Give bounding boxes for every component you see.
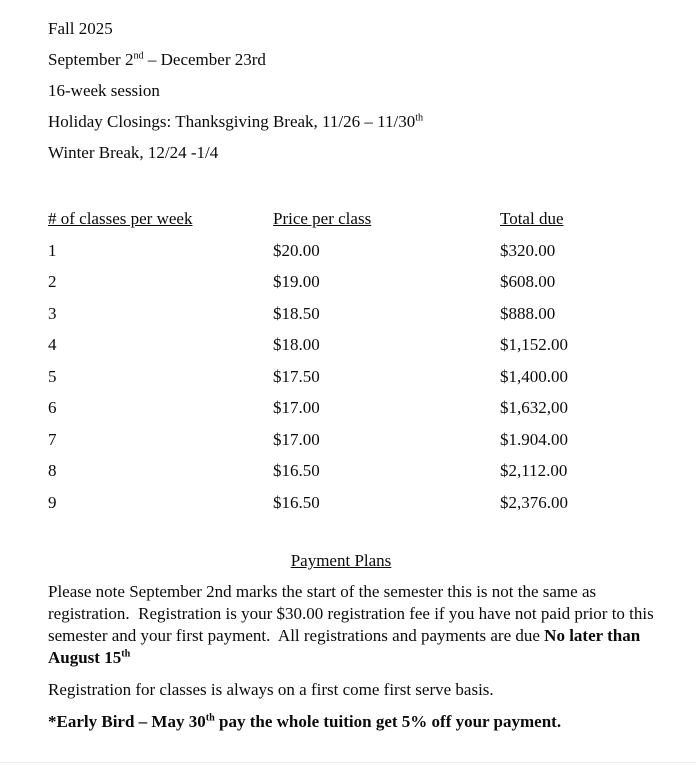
col-header-total-due-text: Total due <box>500 209 564 228</box>
price-per-class-cell: $16.50 <box>273 461 320 480</box>
col-header-classes-per-week <box>48 203 273 235</box>
text-segment: nd <box>133 50 144 62</box>
price-per-class-cell: $16.50 <box>273 492 320 512</box>
payment-plans-heading <box>48 550 634 572</box>
classes-per-week-cell: 6 <box>48 398 57 417</box>
text-segment: – December 23rd <box>143 50 266 69</box>
table-row <box>48 424 656 456</box>
classes-per-week-cell: 1 <box>48 240 57 260</box>
total-due-cell: $1,152.00 <box>500 335 568 354</box>
text-segment: th <box>415 112 424 124</box>
semester-header <box>48 13 656 168</box>
classes-per-week-cell: 5 <box>48 366 57 386</box>
winter-break <box>48 137 656 168</box>
col-header-price-per-class-text: Price per class <box>273 209 372 228</box>
table-row <box>48 235 656 267</box>
col-header-classes-per-week-text: # of classes per week <box>48 209 193 228</box>
text-segment: Please note September 2nd marks the start of the semester this is not the same as registration. Registration is your $30.00 registration fee if you have not paid prior to this semester and your first payment. All registrations and payments are due <box>48 582 658 645</box>
table-row <box>48 455 656 487</box>
total-due-cell: $888.00 <box>500 303 556 323</box>
col-header-price-per-class <box>273 203 500 235</box>
table-row <box>48 487 656 519</box>
text-segment: Winter Break, 12/24 -1/4 <box>48 143 219 162</box>
total-due-cell: $1,400.00 <box>500 366 568 386</box>
table-row <box>48 329 656 361</box>
classes-per-week-cell: 8 <box>48 461 57 480</box>
price-per-class-cell: $17.50 <box>273 366 320 386</box>
table-row <box>48 361 656 393</box>
classes-per-week-cell: 7 <box>48 429 57 449</box>
price-per-class-cell: $17.00 <box>273 398 320 417</box>
early-bird-offer <box>48 711 656 733</box>
registration-explanation <box>48 581 656 669</box>
total-due-cell: $2,112.00 <box>500 461 568 480</box>
term-dates <box>48 44 656 75</box>
payment-plans-section <box>48 581 656 733</box>
payment-plans-heading-text: Payment Plans <box>290 551 392 570</box>
text-segment: 16-week session <box>48 81 160 100</box>
price-per-class-cell: $18.50 <box>273 303 320 323</box>
text-segment: th <box>205 712 215 724</box>
term-title <box>48 13 656 44</box>
price-per-class-cell: $17.00 <box>273 429 320 449</box>
total-due-cell: $2,376.00 <box>500 492 568 512</box>
table-header-row <box>48 203 656 235</box>
text-segment: Fall 2025 <box>48 19 113 38</box>
table-row <box>48 392 656 424</box>
classes-per-week-cell: 9 <box>48 492 57 512</box>
classes-per-week-cell: 3 <box>48 303 57 323</box>
pricing-table <box>48 203 656 518</box>
text-segment: pay the whole tuition get 5% off your payment. <box>214 712 562 731</box>
first-come-first-serve <box>48 679 656 701</box>
total-due-cell: $1.904.00 <box>500 429 568 449</box>
table-row <box>48 266 656 298</box>
pricing-table-body <box>48 235 656 519</box>
price-per-class-cell: $18.00 <box>273 335 320 354</box>
text-segment: No later than August 15 <box>48 626 644 667</box>
page-edge-divider <box>0 762 696 763</box>
col-header-total-due <box>500 203 656 235</box>
price-per-class-cell: $19.00 <box>273 272 320 291</box>
total-due-cell: $320.00 <box>500 240 556 260</box>
text-segment: th <box>121 648 131 660</box>
text-segment: September 2 <box>48 50 134 69</box>
total-due-cell: $1,632,00 <box>500 398 568 417</box>
total-due-cell: $608.00 <box>500 272 556 291</box>
table-row <box>48 298 656 330</box>
holiday-closings <box>48 106 656 137</box>
session-length <box>48 75 656 106</box>
text-segment: Registration for classes is always on a first come first serve basis. <box>48 680 494 699</box>
classes-per-week-cell: 2 <box>48 272 57 291</box>
text-segment: *Early Bird – May 30 <box>48 712 206 731</box>
classes-per-week-cell: 4 <box>48 335 57 354</box>
price-per-class-cell: $20.00 <box>273 240 320 260</box>
text-segment: Holiday Closings: Thanksgiving Break, 11/26 – 11/30 <box>48 112 416 131</box>
